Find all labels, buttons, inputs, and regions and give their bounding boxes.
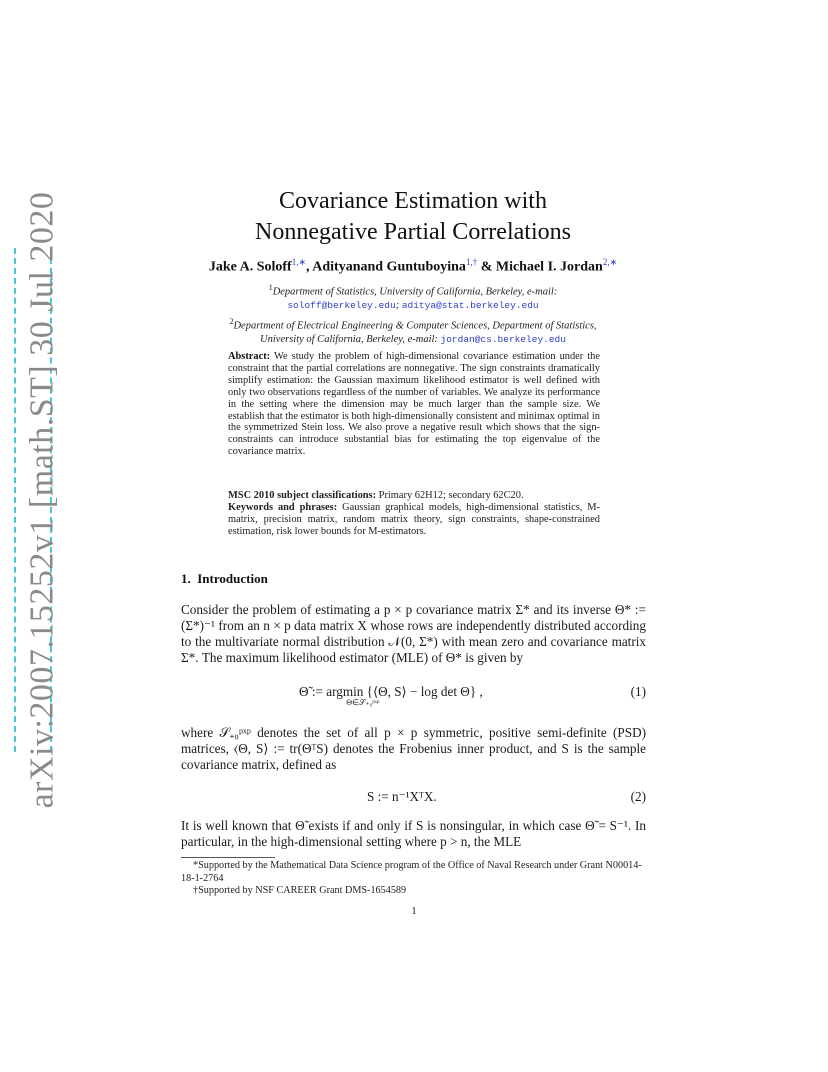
equation-1-subscript: Θ∈𝒮₊₀ᵖˣᵖ — [346, 698, 380, 707]
affiliation-1 — [180, 281, 646, 312]
section-heading — [181, 571, 268, 587]
equation-2 — [181, 789, 646, 807]
paragraph-3: It is well known that Θ̃ exists if and only if S is nonsingular, in which case Θ̃ = S⁻¹. In particular, in the high-dimensional setting where p > n, the MLE — [181, 818, 646, 850]
affiliation-2 — [180, 315, 646, 346]
author-3: Michael I. Jordan — [495, 259, 603, 275]
msc-line — [228, 490, 600, 502]
classification-block — [228, 490, 600, 538]
paragraph-1: Consider the problem of estimating a p × p covariance matrix Σ* and its inverse Θ* := (Σ*)⁻¹ from an n × p data matrix X whose rows are independently distributed according to the multivariate normal distribution 𝒩(0, Σ*) with mean zero and covariance matrix Σ*. The maximum likelihood estimator (MLE) of Θ* is given by — [181, 602, 646, 666]
keywords-line — [228, 502, 600, 538]
author-1: Jake A. Soloff — [208, 259, 292, 275]
abstract — [228, 351, 600, 458]
msc-text: Primary 62H12; secondary 62C20. — [378, 490, 524, 501]
equation-1 — [181, 684, 646, 716]
author-2-marks[interactable]: 1,† — [465, 257, 478, 267]
abstract-label: Abstract: — [228, 351, 271, 362]
title-line-2: Nonnegative Partial Correlations — [255, 219, 571, 245]
abstract-text: We study the problem of high-dimensional covariance estimation under the constraint that the partial correlations are nonnegative. The sign constraints dramatically simplify estimation: the Gaussian maximum likelihood estimator is well defined with only two observations regardless of the number of variables. We analyze its performance in the setting where the dimension may be much larger than the sample size. We establish that the estimator is both high-dimensionally consistent and minimax optimal in the symmetrized Stein loss. We also prove a negative result which shows that the sign-constraints can introduce substantial bias for estimating the top eigenvalue of the covariance matrix. — [228, 351, 600, 458]
arxiv-identifier-text: arXiv:2007.15252v1 [math.ST] 30 Jul 2020 — [23, 191, 60, 809]
affiliation-1-mark: 1 — [268, 283, 273, 292]
arxiv-identifier[interactable] — [12, 191, 72, 809]
affiliation-1-text: Department of Statistics, University of California, Berkeley, e-mail: — [272, 286, 558, 298]
footnote-divider — [181, 857, 275, 858]
author-ampersand: & — [480, 259, 493, 275]
keywords-label: Keywords and phrases: — [228, 502, 338, 513]
equation-2-formula: S := n⁻¹XᵀX. — [367, 789, 437, 804]
equation-1-body: Θ̃ := argmin {⟨Θ, S⟩ − log det Θ} , — [299, 684, 483, 699]
footnote-2: †Supported by NSF CAREER Grant DMS-1654589 — [193, 885, 407, 897]
footnotes — [181, 860, 646, 898]
equation-2-number: (2) — [630, 789, 646, 804]
title-line-1: Covariance Estimation with — [279, 188, 547, 214]
author-list: Jake A. Soloff$^{1,∗}$, Adityanand Guntuboyina$^{1,\dagger}$ & Michael I. Jordan$^{2,∗}$ — [208, 257, 618, 275]
section-title: Introduction — [197, 571, 268, 586]
author-2: Adityanand Guntuboyina — [312, 259, 466, 275]
section-number: 1. — [181, 571, 191, 586]
author-3-marks[interactable]: 2,∗ — [602, 257, 618, 267]
author-1-marks[interactable]: 1,∗ — [291, 257, 307, 267]
keywords-text: Gaussian graphical models, high-dimensional statistics, M-matrix, precision matrix, random matrix theory, sign constraints, shape-constrained estimation, risk lower bounds for M-estimators. — [228, 502, 600, 537]
email-separator: ; — [395, 299, 400, 311]
msc-label: MSC 2010 subject classifications: — [228, 490, 377, 501]
affiliation-2-line-1: Department of Electrical Engineering & Computer Sciences, Department of Statistics, — [233, 320, 597, 332]
affiliation-2-mark: 2 — [229, 317, 234, 326]
page-number: 1 — [411, 905, 417, 917]
footnote-1: *Supported by the Mathematical Data Science program of the Office of Naval Research under Grant N00014-18-1-2764 — [181, 860, 642, 884]
paragraph-2: where 𝒮₊₀ᵖˣᵖ denotes the set of all p × p symmetric, positive semi-definite (PSD) matrices, ⟨Θ, S⟩ := tr(ΘᵀS) denotes the Frobenius inner product, and S is the sample covariance matrix, defined as — [181, 725, 646, 773]
equation-1-formula — [299, 684, 483, 708]
email-soloff[interactable]: soloff@berkeley.edu — [287, 299, 396, 311]
email-jordan[interactable]: jordan@cs.berkeley.edu — [440, 333, 566, 345]
affiliation-2-line-2: University of California, Berkeley, e-mail: — [260, 333, 438, 345]
email-aditya[interactable]: aditya@stat.berkeley.edu — [401, 299, 539, 311]
paper-title — [180, 186, 646, 248]
equation-1-number: (1) — [630, 684, 646, 699]
